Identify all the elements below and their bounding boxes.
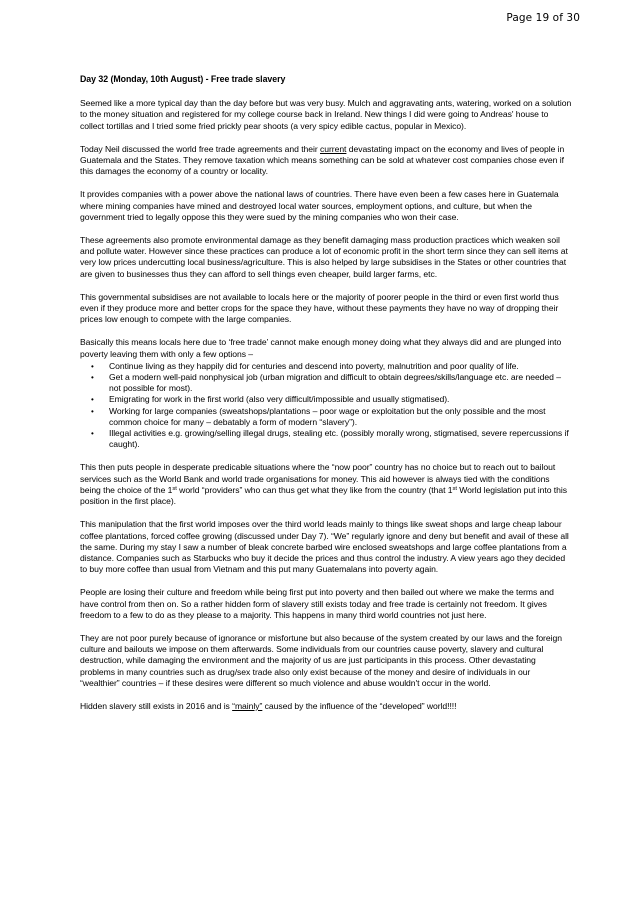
superscript: st [172,485,177,492]
document-body [80,74,572,724]
bullet-icon: • [91,406,94,416]
bullet-icon: • [91,429,94,439]
paragraph-text: caused by the influence of the “developed” world!!!! [262,700,457,711]
paragraph-company-power: It provides companies with a power above the national laws of countries. There have even been a few cases here in Guatemala where mining companies have mined and destroyed local water sources, employment options, and culture, but when the government tried to legally oppose this they were sued by the mining companies who won their case. [80,189,559,222]
list-item-text: Get a modern well-paid nonphysical job (urban migration and difficult to obtain degrees/skills/language etc. are needed – not possible for most). [109,372,561,394]
paragraph-neil-discussion [80,144,572,178]
paragraph-hidden-slavery [80,701,572,712]
list-item-text: Emigrating for work in the first world (also very difficult/impossible and usually stigmatised). [109,394,450,405]
paragraph-bailout [80,462,572,507]
paragraph-culture-freedom: People are losing their culture and freedom while being first put into poverty and then bailed out where we make the terms and have control from then on. So a rather hidden form of slavery still exists today and free trade is certainly not freedom. It gives freedom to a few to do as they please to a majority. This happens in many third world countries not just here. [80,587,554,620]
paragraph-text: devastating impact on the economy and lives of people in Guatemala and the States. They remove taxation which means something can be sold at whatever cost companies chose even if this damages the economy of a country or locality. [80,143,565,177]
superscript: st [452,485,457,492]
paragraph-options-intro: Basically this means locals here due to ‘free trade’ cannot make enough money doing what they always did and are plunged into poverty leaving them with only a few options – [80,337,562,359]
list-item-text: Illegal activities e.g. growing/selling illegal drugs, stealing etc. (possibly morally wrong, stigmatised, severe repercussions if caught). [109,428,569,450]
bullet-icon: • [91,373,94,383]
paragraph-environmental-damage: These agreements also promote environmental damage as they benefit damaging mass production practices which weaken soil and pollute water. However since these practices can produce a lot of economic profit in the short term since they can sell items at very low prices undercutting local business/agriculture. This is also helped by large subsidises in the States or other countries that are given to businesses thus they can afford to sell things even cheaper, build larger farms, etc. [80,235,568,279]
page-number: Page 19 of 30 [506,12,580,24]
paragraph-text: world “providers” who can thus get what they like from the country (that 1 [176,484,453,495]
bullet-icon: • [91,395,94,405]
paragraph-text: This then puts people in desperate predicable situations where the “now poor” country has no choice but to reach out to bailout services such as the World Bank and world trade organisations for money. This aid however is always tied with the conditions being the choice of the 1 [80,462,556,495]
list-item [80,394,572,405]
list-item [80,428,572,450]
day-heading: Day 32 (Monday, 10th August) - Free trade slavery [80,74,286,84]
paragraph-not-poor: They are not poor purely because of ignorance or misfortune but also because of the system created by our laws and the foreign culture and bailouts we impose on them afterwards. Some individuals from our countries cause poverty, slavery and cultural destruction, while damaging the environment and the majority of us are just participants in this process. Other devastating problems in many countries such as drug/sex trade also only exist because of the money and desire of individuals in our “wealthier” countries – if these desires were different so much violence and abuse wouldn't occur in the world. [80,632,562,688]
underlined-word: “mainly” [232,700,263,711]
list-item-text: Continue living as they happily did for centuries and descend into poverty, malnutrition and poor quality of life. [109,360,519,371]
underlined-word: current [320,143,347,154]
paragraph-text: Today Neil discussed the world free trade agreements and their [80,143,320,154]
bullet-icon: • [91,361,94,371]
paragraph-manipulation: This manipulation that the first world imposes over the third world leads mainly to things like sweat shops and large cheap labour coffee plantations, forced coffee growing (discussed under Day 7). “We” regularly ignore and deny but benefit and avail of these all the same. During my stay I saw a number of bleak concrete barbed wire enclosed sweatshops and large coffee plantations from a distance. Companies such as Starbucks who buy it decide the prices and thus control the industry. A view years ago they decided to buy more coffee than usual from Vietnam and this put many Guatemalans into poverty again. [80,519,569,575]
list-item-text: Working for large companies (sweatshops/plantations – poor wage or exploitation but the only possible and the most common choice for many – debatably a form of modern “slavery”). [109,405,546,427]
list-item [80,372,572,394]
options-list [80,361,572,451]
paragraph-text: World legislation put into this position in the first place). [80,484,567,507]
paragraph-day-summary: Seemed like a more typical day than the day before but was very busy. Mulch and aggravating ants, watering, worked on a solution to the money situation and registered for my college course back in Ireland. New things I did were going to Andreas' house to collect tortillas and I tried some fried prickly pear shoots (a very spicy edible cactus, popular in Mexico). [80,98,572,131]
list-item [80,406,572,428]
paragraph-text: Hidden slavery still exists in 2016 and is [80,700,233,711]
list-item [80,361,572,372]
paragraph-subsidies: This governmental subsidises are not available to locals here or the majority of poorer people in the third or even first world thus even if they produce more and better crops for the space they have, without these payments they have no way of dropping their prices low enough to compete with the large companies. [80,291,559,325]
